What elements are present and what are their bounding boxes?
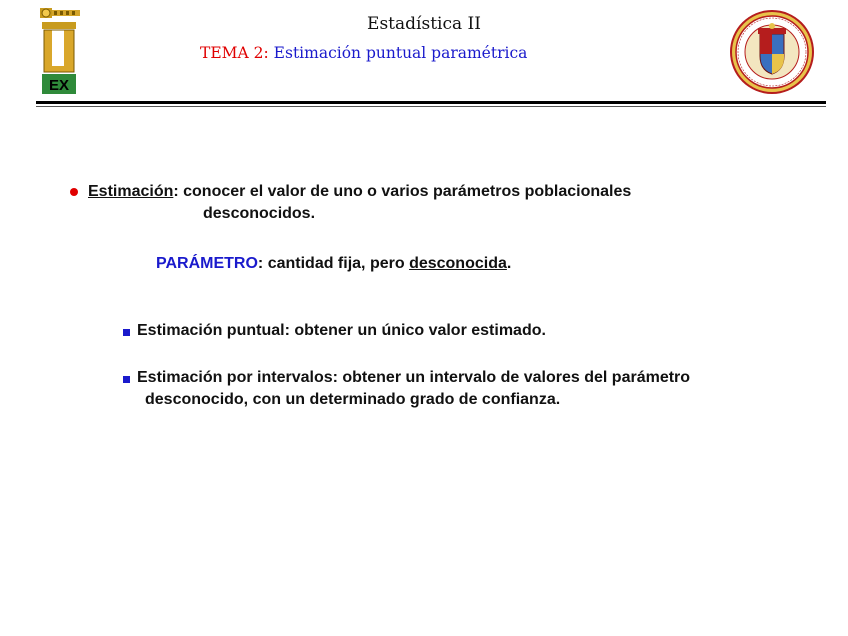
definition-text-2: desconocidos. <box>203 205 316 222</box>
definition-line-1 <box>88 183 631 201</box>
parametro-text-after: . <box>506 255 512 272</box>
definition-text-1: conocer el valor de uno o varios parámetros poblacionales <box>178 183 632 200</box>
header-divider-thin <box>36 106 826 107</box>
parametro-term: PARÁMETRO <box>156 255 258 272</box>
bullet-puntual: Estimación puntual: obtener un único valor estimado. <box>137 322 546 339</box>
parametro-text-before: : cantidad fija, pero <box>257 255 410 272</box>
blue-bullet-icon <box>123 329 130 336</box>
page-title: Estadística II <box>367 14 481 34</box>
page-subtitle <box>200 44 527 62</box>
tema-separator: : <box>263 44 269 62</box>
parametro-underlined: desconocida <box>409 255 507 272</box>
tema-label: TEMA 2 <box>200 44 264 62</box>
bullet-intervalos-line-1: Estimación por intervalos: obtener un intervalo de valores del parámetro <box>137 369 691 386</box>
red-bullet-icon <box>70 188 78 196</box>
tema-topic: Estimación puntual paramétrica <box>268 44 528 62</box>
bullet-intervalos-line-2: desconocido, con un determinado grado de confianza. <box>145 391 561 408</box>
parametro-line <box>156 255 511 273</box>
definition-separator: : <box>173 183 179 200</box>
svg-text:EX: EX <box>48 77 70 94</box>
definition-term: Estimación <box>88 183 174 200</box>
header-divider <box>36 101 826 104</box>
blue-bullet-icon <box>123 376 130 383</box>
